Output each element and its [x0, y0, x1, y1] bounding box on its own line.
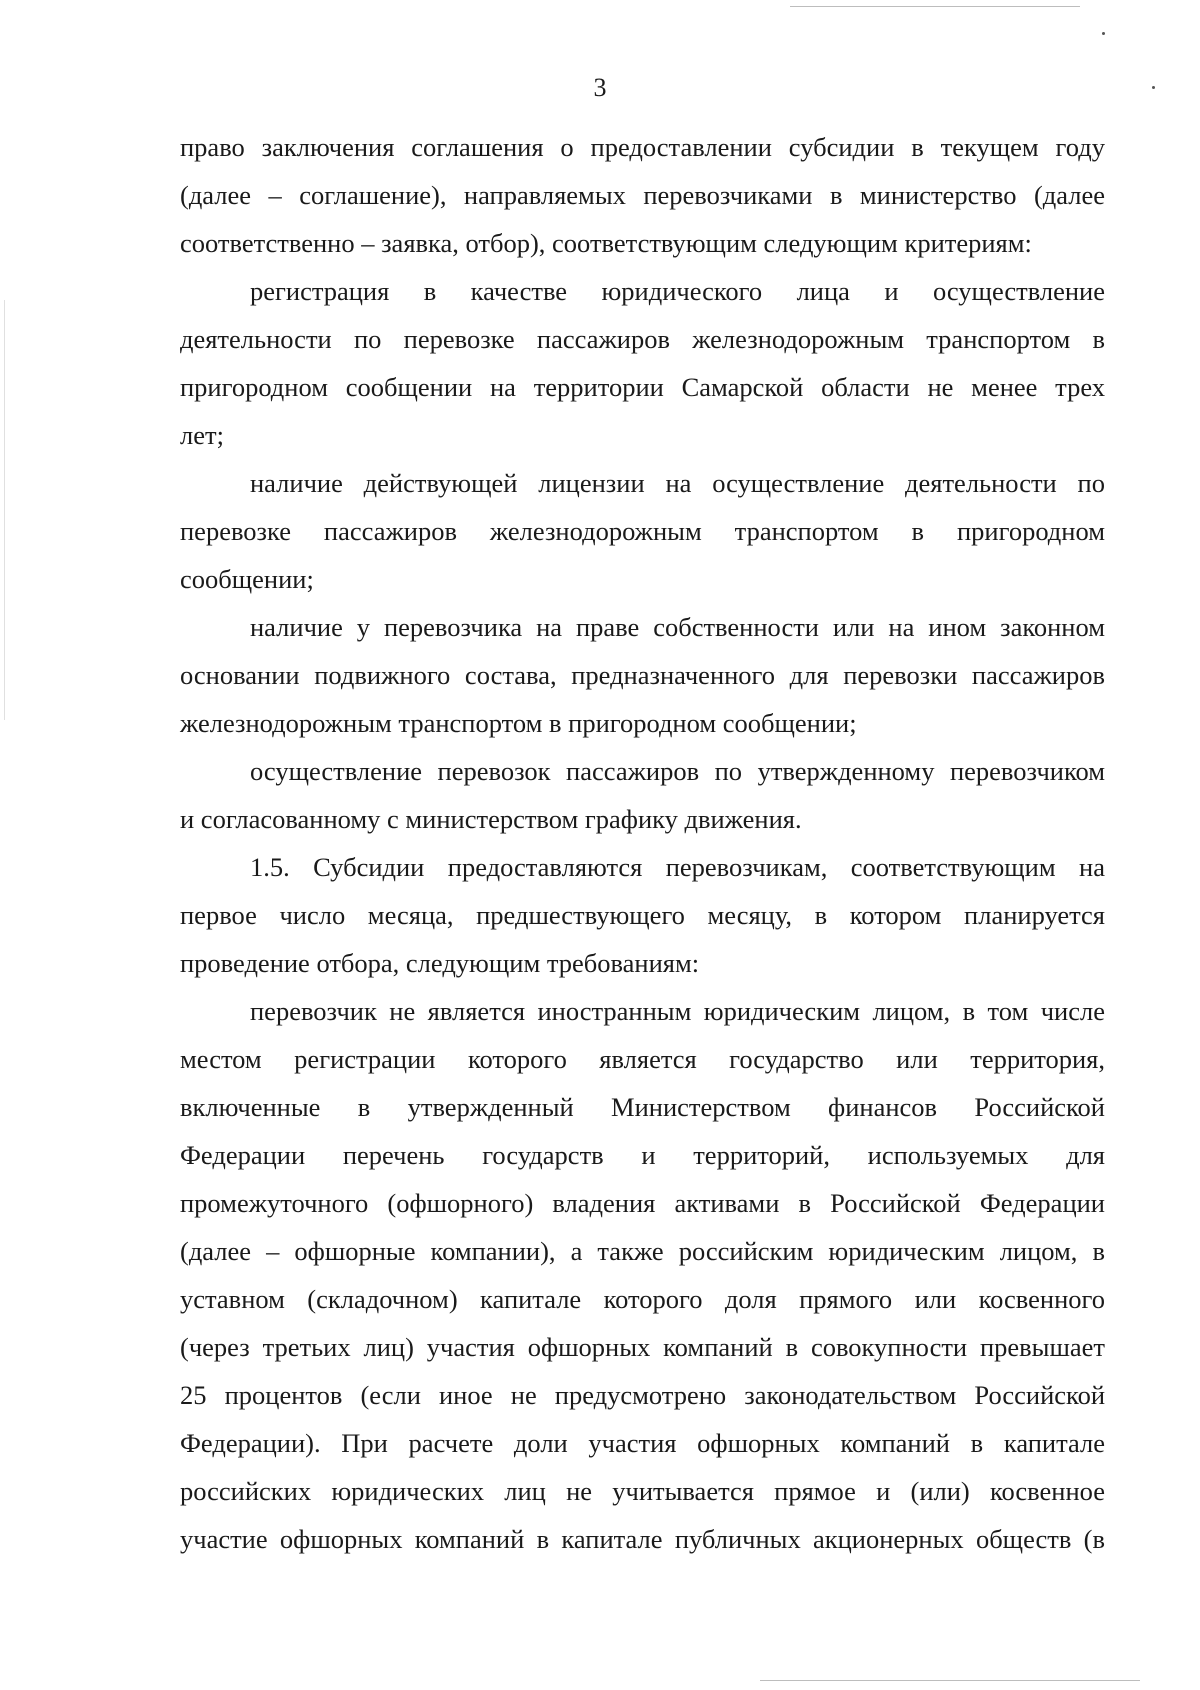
text-line: железнодорожным транспортом в пригородном сообщении;	[180, 708, 857, 738]
text-line: перевозчик не является иностранным юридическим лицом, в том числе	[250, 996, 1105, 1026]
paragraph-offshore-requirement	[180, 987, 1105, 1563]
paragraph-bid-criteria-intro	[180, 123, 1105, 267]
text-line: уставном (складочном) капитале которого доля прямого или косвенного	[180, 1284, 1105, 1314]
text-line: участие офшорных компаний в капитале публичных акционерных обществ (в	[180, 1524, 1105, 1554]
text-line: (через третьих лиц) участия офшорных компаний в совокупности превышает	[180, 1332, 1105, 1362]
scan-edge-top	[790, 6, 1080, 7]
paragraph-rolling-stock-criterion	[180, 603, 1105, 747]
text-line: регистрация в качестве юридического лица и осуществление	[250, 276, 1105, 306]
text-line: наличие действующей лицензии на осуществление деятельности по	[250, 468, 1105, 498]
document-body	[180, 123, 1105, 1563]
text-line: право заключения соглашения о предоставлении субсидии в текущем году	[180, 132, 1105, 162]
text-line: проведение отбора, следующим требованиям:	[180, 948, 700, 978]
text-line: Федерации). При расчете доли участия офшорных компаний в капитале	[180, 1428, 1105, 1458]
text-line: местом регистрации которого является государство или территория,	[180, 1044, 1105, 1074]
text-line: основании подвижного состава, предназначенного для перевозки пассажиров	[180, 660, 1105, 690]
paragraph-section-1-5	[180, 843, 1105, 987]
text-line: перевозке пассажиров железнодорожным транспортом в пригородном	[180, 516, 1105, 546]
paragraph-registration-criterion	[180, 267, 1105, 459]
scan-edge-bottom	[760, 1680, 1140, 1681]
text-line: Федерации перечень государств и территорий, используемых для	[180, 1140, 1105, 1170]
text-line: российских юридических лиц не учитывается прямое и (или) косвенное	[180, 1476, 1105, 1506]
text-line: наличие у перевозчика на праве собственности или на ином законном	[250, 612, 1105, 642]
text-line: соответственно – заявка, отбор), соответствующим следующим критериям:	[180, 228, 1032, 258]
text-line: осуществление перевозок пассажиров по утвержденному перевозчиком	[250, 756, 1105, 786]
text-line: пригородном сообщении на территории Самарской области не менее трех	[180, 372, 1105, 402]
scan-dot-1	[1102, 32, 1105, 35]
text-line: (далее – соглашение), направляемых перевозчиками в министерство (далее	[180, 180, 1105, 210]
text-line: лет;	[180, 420, 224, 450]
text-line: деятельности по перевозке пассажиров железнодорожным транспортом в	[180, 324, 1105, 354]
text-line: 25 процентов (если иное не предусмотрено законодательством Российской	[180, 1380, 1105, 1410]
paragraph-license-criterion	[180, 459, 1105, 603]
text-line: 1.5. Субсидии предоставляются перевозчикам, соответствующим на	[250, 852, 1105, 882]
text-line: включенные в утвержденный Министерством финансов Российской	[180, 1092, 1105, 1122]
text-line: первое число месяца, предшествующего месяцу, в котором планируется	[180, 900, 1105, 930]
text-line: промежуточного (офшорного) владения активами в Российской Федерации	[180, 1188, 1105, 1218]
paragraph-schedule-criterion	[180, 747, 1105, 843]
text-line: и согласованному с министерством графику движения.	[180, 804, 802, 834]
page-number: 3	[593, 73, 607, 102]
text-line: сообщении;	[180, 564, 314, 594]
scan-edge-left	[4, 300, 5, 720]
text-line: (далее – офшорные компании), а также российским юридическим лицом, в	[180, 1236, 1105, 1266]
